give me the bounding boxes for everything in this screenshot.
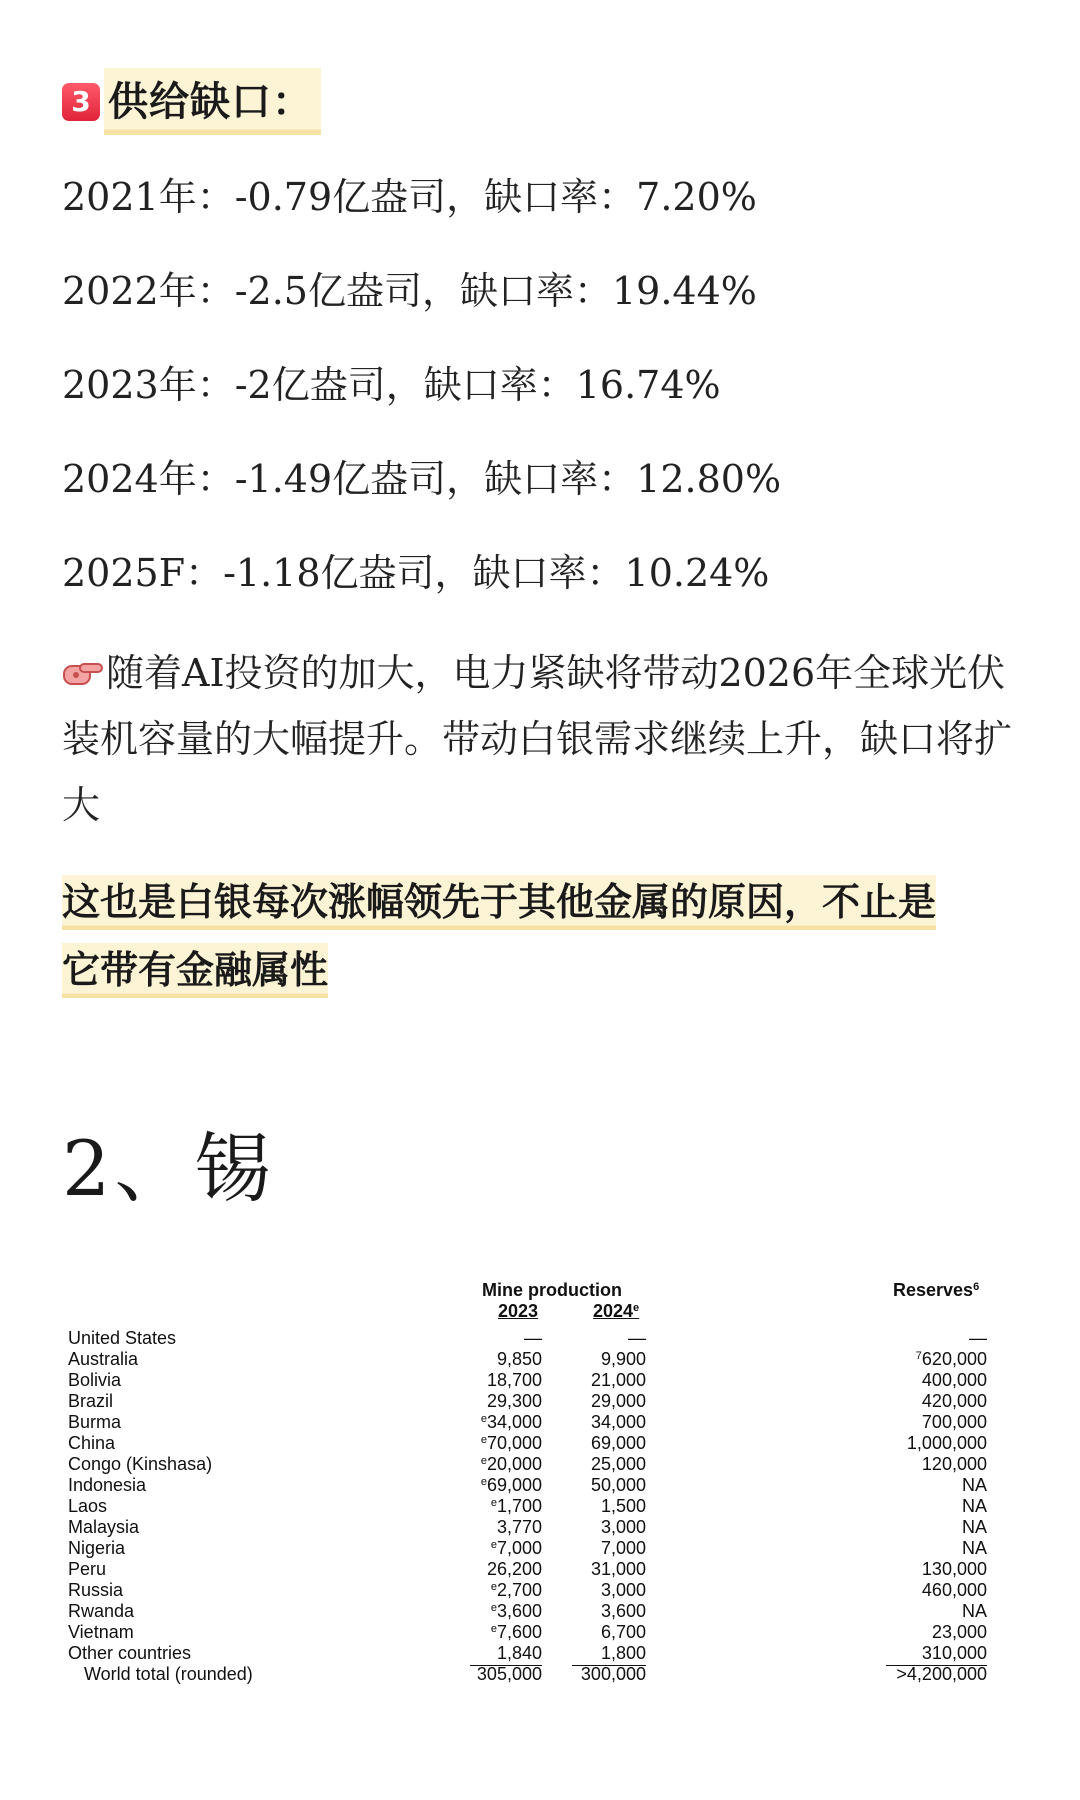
production-2024-cell: 9,900: [600, 1349, 646, 1369]
production-2024-cell: 34,000: [590, 1412, 646, 1432]
reserves-cell: —: [969, 1328, 987, 1348]
reserves-cell: 310,000: [921, 1643, 987, 1663]
table-row: [0, 1622, 1080, 1643]
table-row: [0, 1580, 1080, 1601]
stat-line-2023: 2023年：-2亿盎司，缺口率：16.74%: [62, 363, 721, 407]
reserves-cell: NA: [961, 1496, 987, 1516]
stat-line-2021: 2021年：-0.79亿盎司，缺口率：7.20%: [62, 175, 757, 219]
tin-section-title: 2、锡: [62, 1124, 275, 1213]
table-row: [0, 1496, 1080, 1517]
production-2024-cell: 21,000: [590, 1370, 646, 1390]
production-2024-cell: 3,000: [600, 1580, 646, 1600]
production-2023-cell: $^e$20,000: [480, 1454, 542, 1474]
reserves-cell: 400,000: [921, 1370, 987, 1390]
production-2024-cell: 50,000: [590, 1475, 646, 1495]
country-cell: Congo (Kinshasa): [68, 1454, 213, 1474]
production-2023-cell: 1,840: [496, 1643, 542, 1663]
production-2023-cell: $^e$7,600: [490, 1622, 542, 1642]
sum-rule-reserves: [886, 1665, 987, 1666]
production-2024-cell: 6,700: [600, 1622, 646, 1642]
country-cell: Rwanda: [68, 1601, 135, 1621]
country-cell: China: [68, 1433, 116, 1453]
production-2023-cell: $^e$34,000: [480, 1412, 542, 1432]
production-2024-cell: 3,000: [600, 1517, 646, 1537]
reserves-cell: NA: [961, 1538, 987, 1558]
production-2023-cell: —: [524, 1328, 542, 1348]
table-row: [0, 1349, 1080, 1370]
production-2024-cell: 29,000: [590, 1391, 646, 1411]
country-cell: Australia: [68, 1349, 139, 1369]
reserves-cell: NA: [961, 1475, 987, 1495]
production-2024-cell: 3,600: [600, 1601, 646, 1621]
reserves-cell: 1,000,000: [906, 1433, 987, 1453]
table-total-row: [0, 1664, 1080, 1685]
emphasis-paragraph: [62, 868, 1032, 1004]
total-2023-cell: 305,000: [476, 1664, 542, 1684]
production-2024-cell: 25,000: [590, 1454, 646, 1474]
total-reserves-cell: >4,200,000: [896, 1664, 987, 1684]
production-2024-cell: 69,000: [590, 1433, 646, 1453]
production-2023-cell: $^e$1,700: [490, 1496, 542, 1516]
mine-production-header: Mine production: [482, 1280, 622, 1300]
table-row: [0, 1601, 1080, 1622]
total-label: World total (rounded): [84, 1664, 253, 1684]
table-row: [0, 1370, 1080, 1391]
country-cell: Bolivia: [68, 1370, 122, 1390]
table-row: [0, 1559, 1080, 1580]
production-2024-cell: —: [628, 1328, 646, 1348]
table-row: [0, 1412, 1080, 1433]
production-2023-cell: $^e$7,000: [490, 1538, 542, 1558]
country-cell: Russia: [68, 1580, 124, 1600]
note-paragraph: [62, 640, 1030, 838]
country-cell: Nigeria: [68, 1538, 126, 1558]
section-title: 供给缺口：: [104, 68, 321, 135]
production-2023-cell: 29,300: [486, 1391, 542, 1411]
keycap-number-icon: 3: [62, 83, 100, 121]
production-2024-cell: 1,800: [600, 1643, 646, 1663]
table-row: [0, 1538, 1080, 1559]
production-2023-cell: $^e$3,600: [490, 1601, 542, 1621]
table-row: [0, 1328, 1080, 1349]
tin-production-table: [0, 1280, 1080, 1710]
table-row: [0, 1517, 1080, 1538]
production-2024-cell: 31,000: [590, 1559, 646, 1579]
table-row: [0, 1433, 1080, 1454]
production-2023-cell: 26,200: [486, 1559, 542, 1579]
production-2024-cell: 1,500: [600, 1496, 646, 1516]
reserves-cell: NA: [961, 1601, 987, 1621]
reserves-cell: 120,000: [921, 1454, 987, 1474]
production-2023-cell: 9,850: [496, 1349, 542, 1369]
production-2023-cell: 3,770: [496, 1517, 542, 1537]
table-row: [0, 1454, 1080, 1475]
sum-rule-2023: [470, 1665, 542, 1666]
emphasis-line-1: 这也是白银每次涨幅领先于其他金属的原因，不止是: [62, 875, 936, 930]
country-cell: Brazil: [68, 1391, 114, 1411]
note-text: 随着AI投资的加大，电力紧缺将带动2026年全球光伏装机容量的大幅提升。带动白银需求继续上升，缺口将扩大: [62, 651, 1013, 827]
reserves-cell: $^7$620,000: [915, 1349, 987, 1369]
reserves-cell: 460,000: [921, 1580, 987, 1600]
emphasis-line-2: 它带有金融属性: [62, 943, 328, 998]
reserves-cell: 130,000: [921, 1559, 987, 1579]
pointing-finger-icon: [62, 658, 104, 688]
total-2024-cell: 300,000: [580, 1664, 646, 1684]
country-cell: Peru: [68, 1559, 107, 1579]
production-2023-cell: $^e$69,000: [480, 1475, 542, 1495]
stat-line-2022: 2022年：-2.5亿盎司，缺口率：19.44%: [62, 269, 757, 313]
stat-line-2024: 2024年：-1.49亿盎司，缺口率：12.80%: [62, 457, 782, 501]
col-header-2023: 2023: [498, 1301, 539, 1321]
table-row: [0, 1391, 1080, 1412]
country-cell: United States: [68, 1328, 177, 1348]
section-heading: [62, 68, 321, 135]
table-row: [0, 1475, 1080, 1496]
col-header-reserves: Reserves$^6$: [893, 1280, 980, 1300]
reserves-cell: 420,000: [921, 1391, 987, 1411]
production-2023-cell: 18,700: [486, 1370, 542, 1390]
table-row: [0, 1643, 1080, 1664]
reserves-cell: 700,000: [921, 1412, 987, 1432]
country-cell: Laos: [68, 1496, 108, 1516]
country-cell: Burma: [68, 1412, 122, 1432]
col-header-2024: 2024e: [593, 1301, 640, 1321]
production-2023-cell: $^e$70,000: [480, 1433, 542, 1453]
stat-line-2025f: 2025F：-1.18亿盎司，缺口率：10.24%: [62, 551, 770, 595]
country-cell: Vietnam: [68, 1622, 134, 1642]
reserves-cell: 23,000: [931, 1622, 987, 1642]
production-2023-cell: $^e$2,700: [490, 1580, 542, 1600]
country-cell: Other countries: [68, 1643, 192, 1663]
country-cell: Malaysia: [68, 1517, 140, 1537]
reserves-cell: NA: [961, 1517, 987, 1537]
sum-rule-2024: [572, 1665, 646, 1666]
country-cell: Indonesia: [68, 1475, 147, 1495]
production-2024-cell: 7,000: [600, 1538, 646, 1558]
